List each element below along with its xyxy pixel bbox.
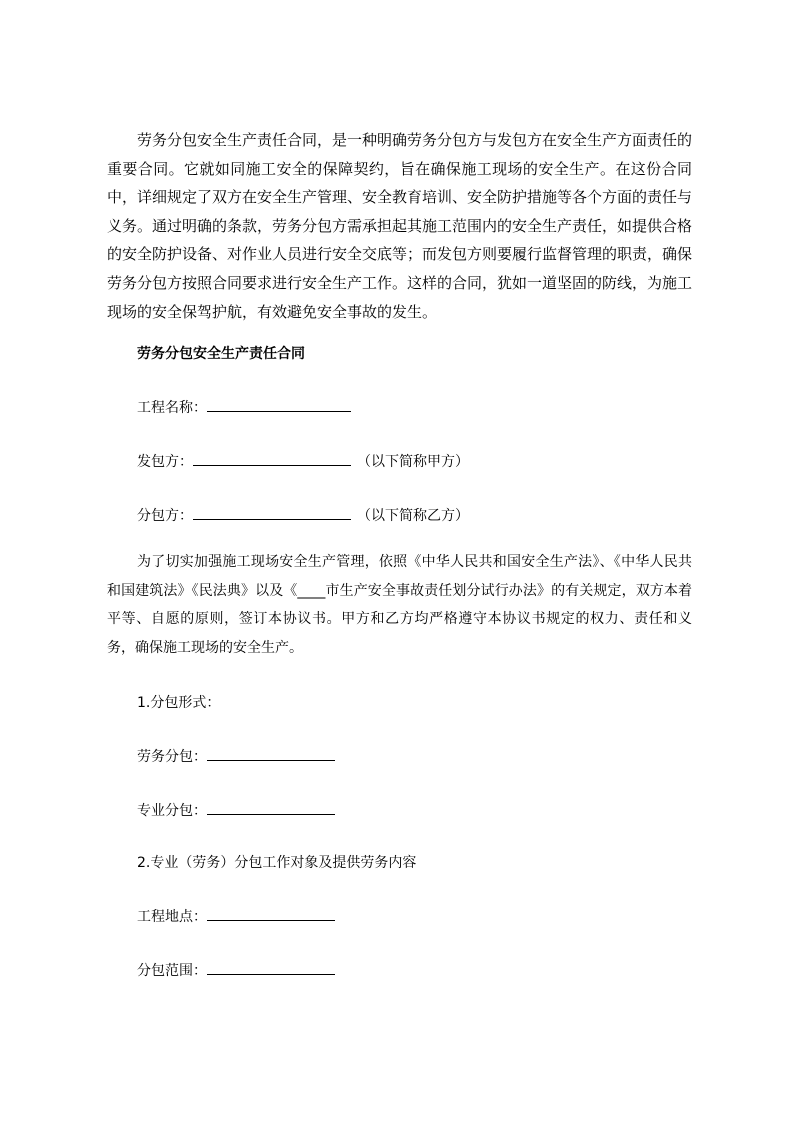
section-2-heading: 2.专业（劳务）分包工作对象及提供劳务内容 [137, 855, 417, 871]
subcontract-scope-label: 分包范围： [137, 963, 207, 979]
project-location-blank [207, 906, 335, 921]
labor-subcontract-label: 劳务分包： [137, 749, 207, 765]
subcontract-scope-field [137, 960, 335, 980]
labor-subcontract-blank [207, 746, 335, 761]
subcontractor-blank [193, 505, 351, 520]
professional-subcontract-field [137, 800, 335, 820]
contractor-blank [193, 451, 351, 466]
contractor-field [137, 451, 469, 471]
project-name-blank [207, 397, 351, 412]
subcontractor-label: 分包方： [137, 508, 193, 524]
subcontractor-field [137, 505, 469, 525]
project-name-field [137, 397, 351, 417]
intro-paragraph: 劳务分包安全生产责任合同，是一种明确劳务分包方与发包方在安全生产方面责任的重要合同。它就如同施工安全的保障契约，旨在确保施工现场的安全生产。在这份合同中，详细规定了双方在安全生产管理、安全教育培训、安全防护措施等各个方面的责任与义务。通过明确的条款，劳务分包方需承担起其施工范围内的安全生产责任，如提供合格的安全防护设备、对作业人员进行安全交底等；而发包方则要履行监督管理的职责，确保劳务分包方按照合同要求进行安全生产工作。这样的合同，犹如一道坚固的防线，为施工现场的安全保驾护航，有效避免安全事故的发生。 [107, 131, 693, 321]
project-location-label: 工程地点： [137, 909, 207, 925]
labor-subcontract-field [137, 746, 335, 766]
professional-subcontract-label: 专业分包： [137, 803, 207, 819]
contractor-suffix: （以下简称甲方） [357, 454, 469, 470]
subcontractor-suffix: （以下简称乙方） [357, 508, 469, 524]
contractor-label: 发包方： [137, 454, 193, 470]
professional-subcontract-blank [207, 800, 335, 815]
section-1-heading: 1.分包形式： [137, 695, 221, 711]
subcontract-scope-blank [207, 960, 335, 975]
contract-title: 劳务分包安全生产责任合同 [137, 346, 305, 362]
project-location-field [137, 906, 335, 926]
project-name-label: 工程名称： [137, 400, 207, 416]
preamble-paragraph: 为了切实加强施工现场安全生产管理，依照《中华人民共和国安全生产法》、《中华人民共和国建筑法》《民法典》以及《____市生产安全事故责任划分试行办法》的有关规定，双方本着平等、自愿的原则，签订本协议书。甲方和乙方均严格遵守本协议书规定的权力、责任和义务，确保施工现场的安全生产。 [107, 554, 692, 656]
